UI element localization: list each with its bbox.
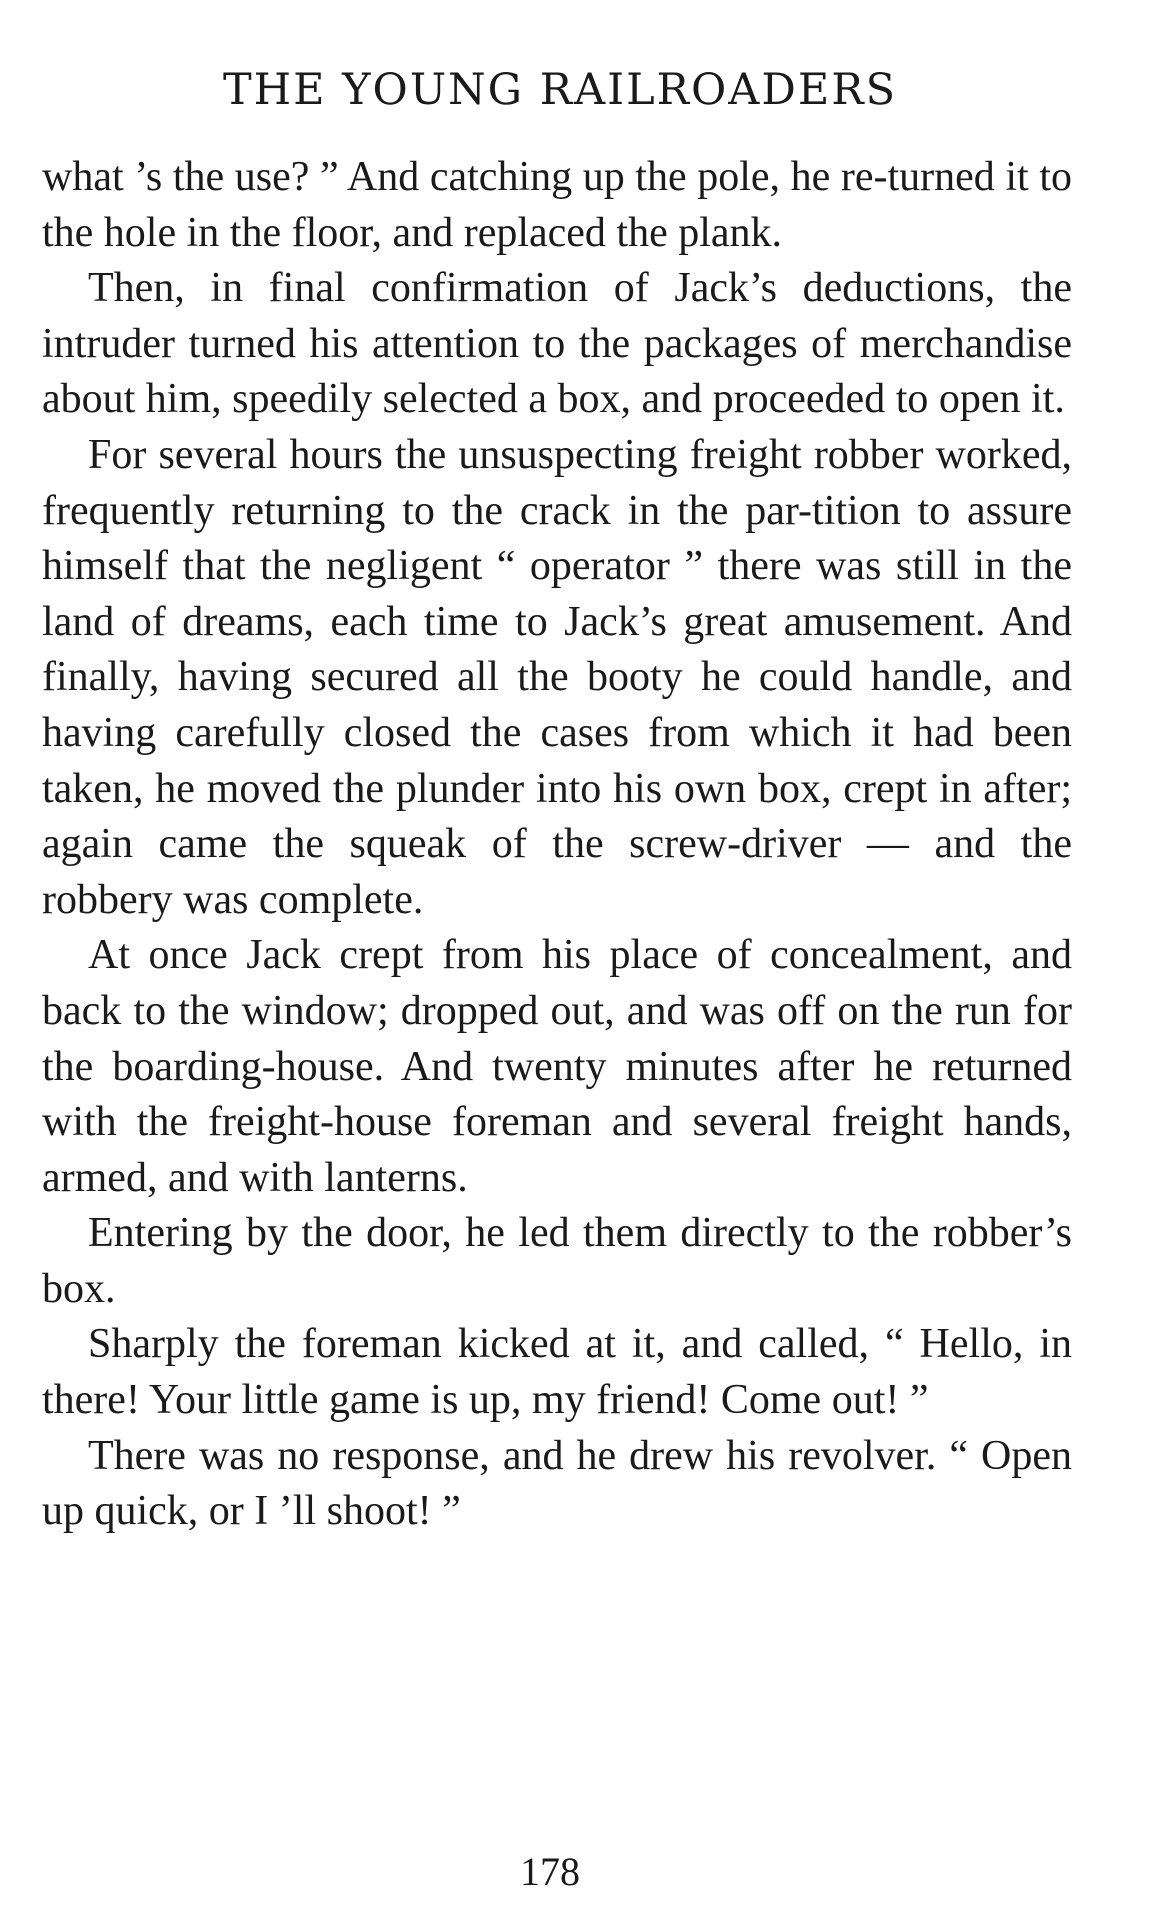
paragraph: There was no response, and he drew his revolver. “ Open up quick, or I ’ll shoot! ” — [42, 1432, 1072, 1535]
body-text — [42, 150, 1072, 1540]
paragraph: Entering by the door, he led them directly to the robber’s box. — [42, 1210, 1072, 1312]
paragraph: At once Jack crept from his place of concealment, and back to the window; dropped out, and was off on the run for the boarding-house. And twenty minutes after he returned with the freight-house foreman and several freight hands, armed, and with lanterns. — [42, 932, 1072, 1201]
paragraph: Sharply the foreman kicked at it, and called, “ Hello, in there! Your little game is up, my friend! Come out! ” — [42, 1321, 1072, 1424]
page-number: 178 — [520, 1849, 580, 1894]
paragraph: what ’s the use? ” And catching up the pole, he re-turned it to the hole in the floor, and replaced the plank. — [42, 154, 1072, 256]
paragraph: Then, in final confirmation of Jack’s deductions, the intruder turned his attention to the packages of merchandise about him, speedily selected a box, and proceeded to open it. — [42, 265, 1072, 423]
paragraph: For several hours the unsuspecting freight robber worked, frequently returning to the crack in the par-tition to assure himself that the negligent “ operator ” there was still in the land of dreams, each time to Jack’s great amusement. And finally, having secured all the booty he could handle, and having carefully closed the cases from which it had been taken, he moved the plunder into his own box, crept in after; again came the squeak of the screw-driver — and the robbery was complete. — [42, 431, 1072, 923]
running-head: THE YOUNG RAILROADERS — [222, 65, 898, 115]
